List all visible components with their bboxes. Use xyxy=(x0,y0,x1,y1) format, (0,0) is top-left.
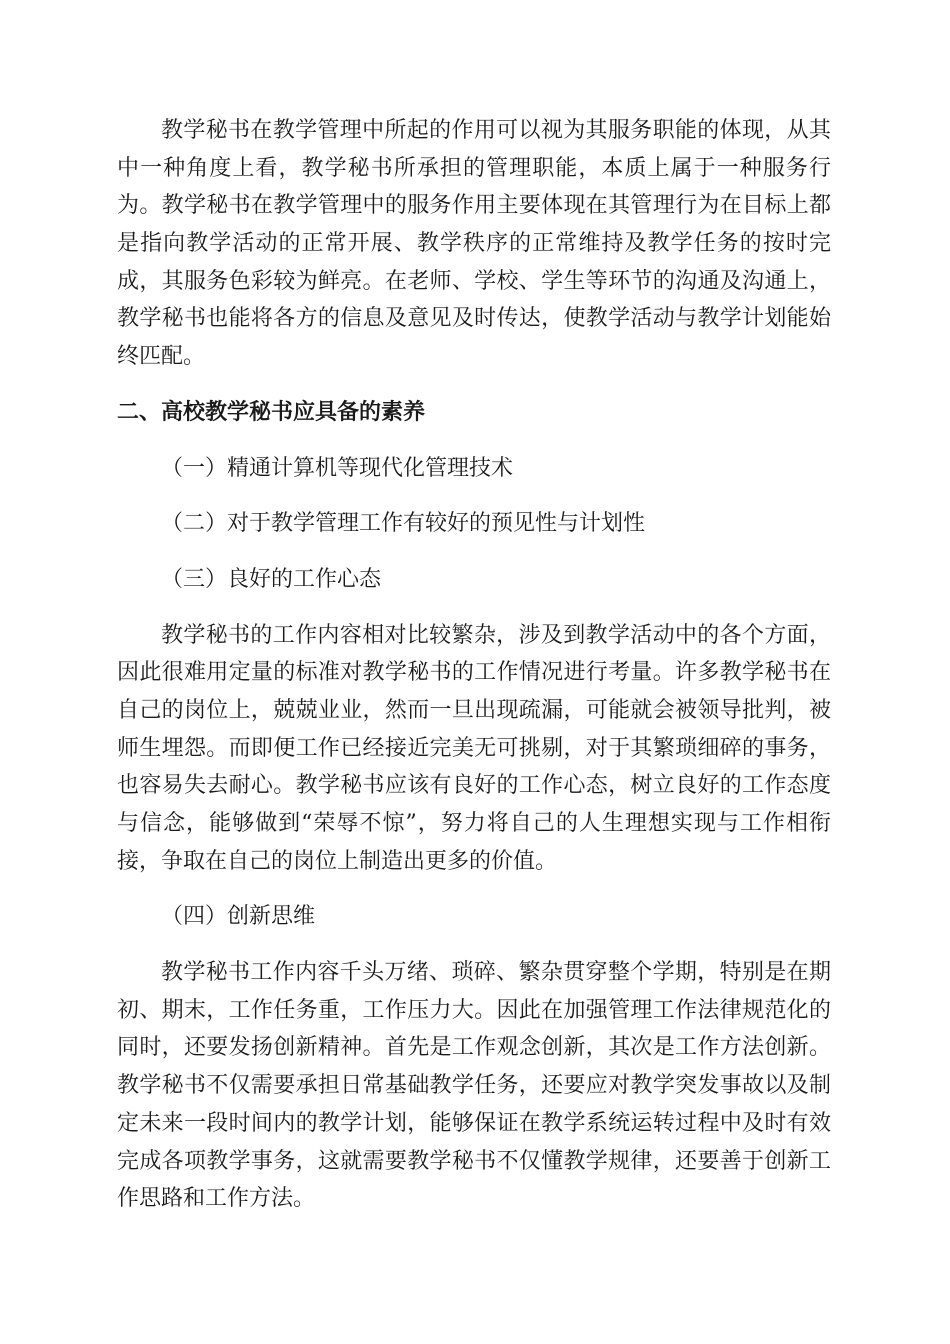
paragraph-line: 初、期末，工作任务重，工作压力大。因此在加强管理工作法律规范化的 xyxy=(117,997,831,1023)
paragraph-innovative-thinking xyxy=(117,954,831,1218)
paragraph-line: 定未来一段时间内的教学计划，能够保证在教学系统运转过程中及时有效 xyxy=(117,1110,831,1136)
paragraph-line: 教学秘书在教学管理中所起的作用可以视为其服务职能的体现，从其 xyxy=(161,118,831,143)
paragraph-line: 终匹配。 xyxy=(117,344,206,370)
paragraph-line: 成，其服务色彩较为鲜亮。在老师、学校、学生等环节的沟通及沟通上， xyxy=(117,268,831,294)
paragraph-line: 教学秘书的工作内容相对比较繁杂，涉及到教学活动中的各个方面， xyxy=(161,622,831,648)
paragraph-line: 中一种角度上看，教学秘书所承担的管理职能，本质上属于一种服务行 xyxy=(117,155,831,181)
paragraph-line: 接，争取在自己的岗位上制造出更多的价值。 xyxy=(117,848,558,874)
subheading-innovative-thinking: （四）创新思维 xyxy=(161,904,316,930)
paragraph-line: 教学秘书不仅需要承担日常基础教学任务，还要应对教学突发事故以及制 xyxy=(117,1073,831,1099)
paragraph-service-role xyxy=(117,112,831,376)
paragraph-line: 教学秘书也能将各方的信息及意见及时传达，使教学活动与教学计划能始 xyxy=(117,306,831,332)
paragraph-line: 同时，还要发扬创新精神。首先是工作观念创新，其次是工作方法创新。 xyxy=(117,1035,831,1061)
paragraph-line: 自己的岗位上，兢兢业业，然而一旦出现疏漏，可能就会被领导批判，被 xyxy=(117,697,831,723)
paragraph-line: 也容易失去耐心。教学秘书应该有良好的工作心态，树立良好的工作态度 xyxy=(117,773,831,799)
document-page xyxy=(117,112,831,1218)
paragraph-line: 完成各项教学事务，这就需要教学秘书不仅懂教学规律，还要善于创新工 xyxy=(117,1148,831,1174)
paragraph-work-mindset xyxy=(117,617,831,881)
paragraph-line: 因此很难用定量的标准对教学秘书的工作情况进行考量。许多教学秘书在 xyxy=(117,660,831,686)
subheading-foresight-planning: （二）对于教学管理工作有较好的预见性与计划性 xyxy=(161,511,646,537)
section-heading: 二、高校教学秘书应具备的素养 xyxy=(117,399,426,425)
paragraph-line: 作思路和工作方法。 xyxy=(117,1186,316,1212)
paragraph-line: 为。教学秘书在教学管理中的服务作用主要体现在其管理行为在目标上都 xyxy=(117,193,831,219)
paragraph-line: 与信念，能够做到“荣辱不惊”，努力将自己的人生理想实现与工作相衔 xyxy=(117,811,831,836)
paragraph-line: 是指向教学活动的正常开展、教学秩序的正常维持及教学任务的按时完 xyxy=(117,231,831,257)
subheading-computer-skills: （一）精通计算机等现代化管理技术 xyxy=(161,455,514,481)
subheading-work-mindset: （三）良好的工作心态 xyxy=(161,566,382,592)
paragraph-line: 师生埋怨。而即便工作已经接近完美无可挑剔，对于其繁琐细碎的事务， xyxy=(117,735,831,761)
paragraph-line: 教学秘书工作内容千头万绪、琐碎、繁杂贯穿整个学期，特别是在期 xyxy=(161,960,831,986)
